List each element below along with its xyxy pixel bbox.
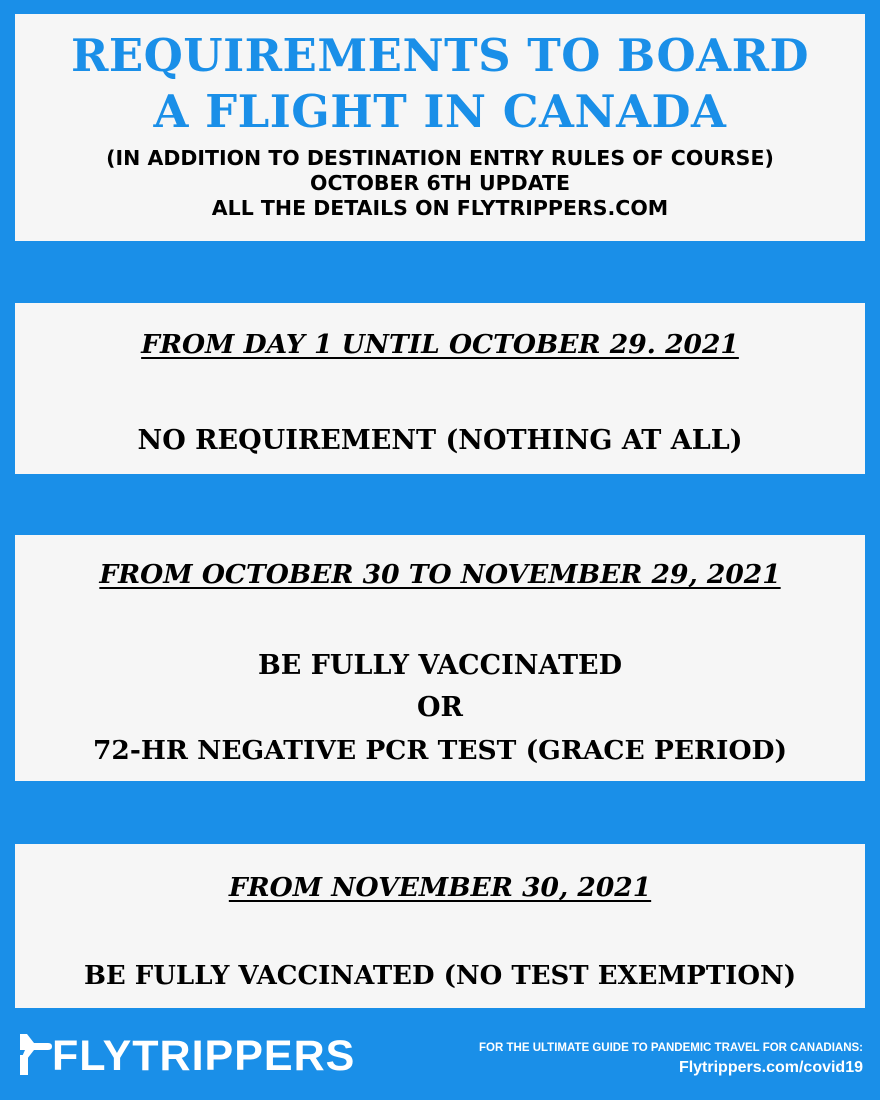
- subtitle-update-date: OCTOBER 6TH UPDATE: [310, 171, 570, 195]
- subtitle-destination-rules: (IN ADDITION TO DESTINATION ENTRY RULES OF COURSE): [106, 146, 774, 170]
- period-card-1: [15, 303, 865, 474]
- subtitle-details-link: ALL THE DETAILS ON FLYTRIPPERS.COM: [211, 196, 669, 220]
- period-rule: 72-HR NEGATIVE PCR TEST (GRACE PERIOD): [92, 735, 788, 766]
- period-rule-or: OR: [417, 692, 463, 723]
- footer-guide: [479, 1040, 863, 1080]
- airplane-icon: [18, 1028, 52, 1078]
- title-line-2: A FLIGHT IN CANADA: [153, 85, 727, 138]
- flytrippers-logo: [18, 1028, 356, 1082]
- period-heading: FROM NOVEMBER 30, 2021: [228, 872, 652, 903]
- title-line-1: REQUIREMENTS TO BOARD: [70, 29, 810, 82]
- period-card-3: [15, 844, 865, 1008]
- period-rule: NO REQUIREMENT (NOTHING AT ALL): [137, 425, 743, 456]
- header-panel: [15, 14, 865, 241]
- footer-guide-text: FOR THE ULTIMATE GUIDE TO PANDEMIC TRAVEL FOR CANADIANS:: [479, 1042, 863, 1054]
- footer-url-link[interactable]: Flytrippers.com/covid19: [678, 1059, 863, 1076]
- logo-wordmark: FLYTRIPPERS: [52, 1032, 356, 1080]
- period-card-2: [15, 535, 865, 781]
- period-rule: BE FULLY VACCINATED: [257, 650, 623, 681]
- period-heading: FROM OCTOBER 30 TO NOVEMBER 29, 2021: [99, 559, 781, 590]
- period-heading: FROM DAY 1 UNTIL OCTOBER 29. 2021: [141, 329, 739, 360]
- period-rule: BE FULLY VACCINATED (NO TEST EXEMPTION): [83, 961, 797, 991]
